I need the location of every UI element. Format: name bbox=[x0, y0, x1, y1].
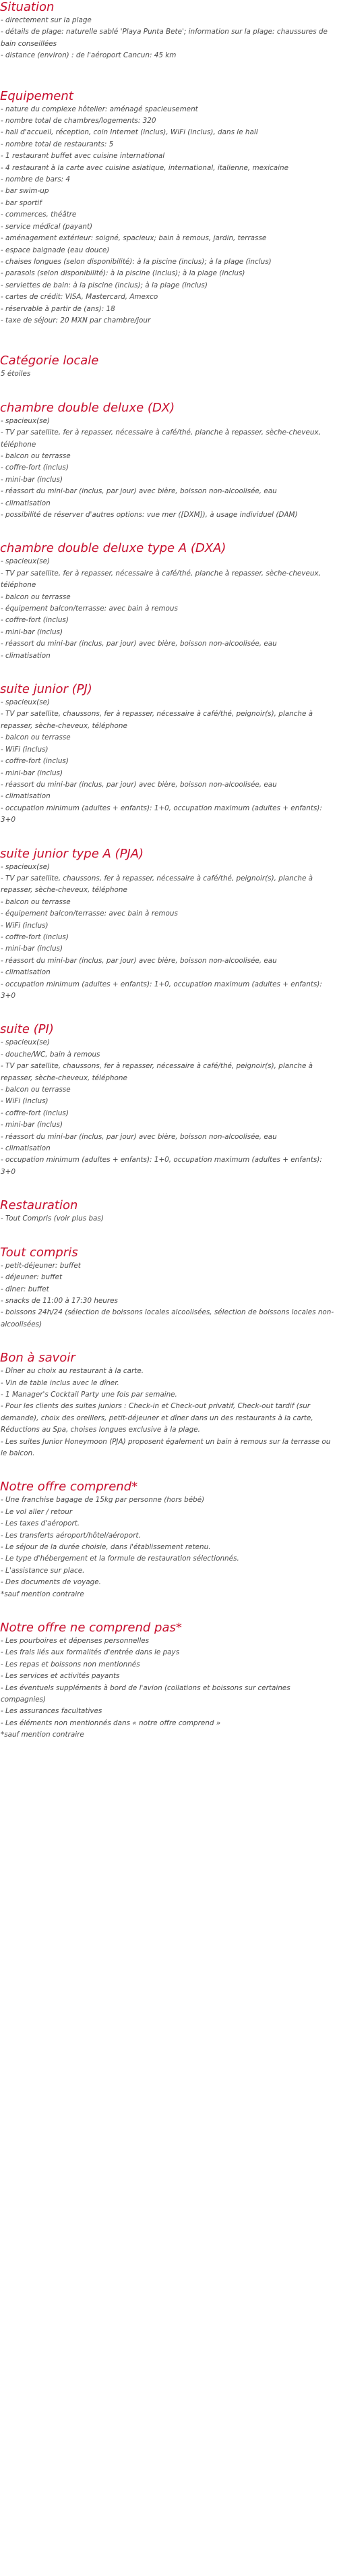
section-lines bbox=[0, 1213, 337, 1225]
section-lines bbox=[0, 862, 337, 1003]
section-lines bbox=[0, 556, 337, 662]
text-line: - balcon ou terrasse bbox=[1, 451, 71, 460]
text-line: - dîner: buffet bbox=[1, 1285, 49, 1293]
text-line: - parasols (selon disponibilité): à la piscine (inclus); à la plage (inclus) bbox=[1, 269, 245, 278]
text-line: - snacks de 11:00 à 17:30 heures bbox=[1, 1296, 118, 1305]
text-line: - commerces, théâtre bbox=[1, 211, 77, 219]
text-line: - 1 restaurant buffet avec cuisine international bbox=[1, 152, 165, 161]
section-room-pj bbox=[0, 682, 337, 826]
section-room-pja bbox=[0, 847, 337, 1003]
section-bon-a-savoir bbox=[0, 1351, 337, 1459]
section-tout-compris bbox=[0, 1245, 337, 1331]
text-line: - TV par satellite, fer à repasser, nécessaire à café/thé, planche à repasser, sèche-cheveux, téléphone bbox=[1, 428, 321, 449]
text-line: - WiFi (inclus) bbox=[1, 921, 49, 930]
section-lines bbox=[0, 1037, 337, 1178]
section-lines bbox=[0, 1260, 337, 1331]
text-line: - balcon ou terrasse bbox=[1, 897, 71, 906]
text-line: - service médical (payant) bbox=[1, 222, 93, 231]
text-line: - spacieux(se) bbox=[1, 698, 51, 707]
text-line: - occupation minimum (adultes + enfants): 1+0, occupation maximum (adultes + enfants): 3+0 bbox=[1, 980, 322, 1000]
text-line: - hall d'accueil, réception, coin Internet (inclus), WiFi (inclus), dans le hall bbox=[1, 128, 258, 137]
text-line: - taxe de séjour: 20 MXN par chambre/jour bbox=[1, 316, 151, 325]
text-line: - mini-bar (inclus) bbox=[1, 475, 63, 484]
text-line: - cartes de crédit: VISA, Mastercard, Amexco bbox=[1, 293, 158, 302]
text-line: - climatisation bbox=[1, 651, 51, 660]
text-line: - déjeuner: buffet bbox=[1, 1273, 63, 1282]
text-line: - réassort du mini-bar (inclus, par jour) avec bière, boisson non-alcoolisée, eau bbox=[1, 956, 277, 965]
section-lines bbox=[0, 1635, 337, 1741]
text-line: - balcon ou terrasse bbox=[1, 592, 71, 601]
section-lines bbox=[0, 104, 337, 327]
text-line: - Les éléments non mentionnés dans « notre offre comprend » bbox=[1, 1718, 221, 1727]
section-lines bbox=[0, 15, 337, 62]
text-line: - occupation minimum (adultes + enfants): 1+0, occupation maximum (adultes + enfants): 3+0 bbox=[1, 804, 322, 824]
text-line: - 4 restaurant à la carte avec cuisine asiatique, international, italienne, mexicaine bbox=[1, 163, 288, 172]
text-line: - TV par satellite, chaussons, fer à repasser, nécessaire à café/thé, peignoir(s), planche à repasser, sèche-cheveux, téléphone bbox=[1, 1062, 313, 1082]
text-line: - nature du complexe hôtelier: aménagé spacieusement bbox=[1, 105, 198, 113]
section-equipement bbox=[0, 89, 337, 327]
text-line: - réassort du mini-bar (inclus, par jour) avec bière, boisson non-alcoolisée, eau bbox=[1, 1132, 277, 1141]
section-title: Restauration bbox=[0, 1198, 78, 1213]
section-title: Equipement bbox=[0, 88, 73, 103]
text-line: - bar sportif bbox=[1, 198, 42, 207]
text-line: 5 étoiles bbox=[1, 370, 31, 379]
section-lines bbox=[0, 1366, 337, 1459]
text-line: - Les éventuels suppléments à bord de l'avion (collations et boissons sur certaines compagnies) bbox=[1, 1683, 290, 1704]
text-line: - TV par satellite, fer à repasser, nécessaire à café/thé, planche à repasser, sèche-cheveux, téléphone bbox=[1, 569, 321, 590]
text-line: - WiFi (inclus) bbox=[1, 1097, 49, 1106]
text-line: - Des documents de voyage. bbox=[1, 1578, 101, 1587]
text-line: - réservable à partir de (ans): 18 bbox=[1, 304, 115, 313]
section-restauration bbox=[0, 1198, 337, 1225]
text-line: - nombre de bars: 4 bbox=[1, 175, 71, 184]
text-line: - Les taxes d'aéroport. bbox=[1, 1519, 80, 1528]
text-line: - balcon ou terrasse bbox=[1, 1086, 71, 1094]
text-line: - mini-bar (inclus) bbox=[1, 627, 63, 636]
text-line: - Une franchise bagage de 15kg par personne (hors bébé) bbox=[1, 1496, 205, 1505]
section-room-dxa bbox=[0, 541, 337, 662]
text-line: - réassort du mini-bar (inclus, par jour) avec bière, boisson non-alcoolisée, eau bbox=[1, 640, 277, 648]
text-line: - mini-bar (inclus) bbox=[1, 768, 63, 777]
section-title: chambre double deluxe (DX) bbox=[0, 400, 175, 415]
text-line: - coffre-fort (inclus) bbox=[1, 616, 69, 625]
text-line: - douche/WC, bain à remous bbox=[1, 1050, 100, 1059]
text-line: - climatisation bbox=[1, 792, 51, 801]
text-line: - détails de plage: naturelle sablé 'Playa Punta Bete'; information sur la plage: chaussures de bain conseillées bbox=[1, 28, 328, 48]
text-line: - équipement balcon/terrasse: avec bain à remous bbox=[1, 909, 178, 918]
text-line: - nombre total de chambres/logements: 320 bbox=[1, 117, 156, 125]
text-line: - équipement balcon/terrasse: avec bain à remous bbox=[1, 605, 178, 613]
text-line: - réassort du mini-bar (inclus, par jour) avec bière, boisson non-alcoolisée, eau bbox=[1, 487, 277, 496]
text-line: - Les transferts aéroport/hôtel/aéroport. bbox=[1, 1531, 141, 1540]
text-line: - serviettes de bain: à la piscine (inclus); à la plage (inclus) bbox=[1, 281, 208, 289]
section-title: Tout compris bbox=[0, 1245, 78, 1260]
text-line: - Tout Compris (voir plus bas) bbox=[1, 1214, 104, 1223]
text-line: - Le vol aller / retour bbox=[1, 1507, 73, 1516]
text-line: - Vin de table inclus avec le dîner. bbox=[1, 1378, 119, 1387]
text-line: - Le séjour de la durée choisie, dans l'établissement retenu. bbox=[1, 1543, 211, 1551]
section-title: suite (PI) bbox=[0, 1022, 54, 1037]
text-line: - occupation minimum (adultes + enfants): 1+0, occupation maximum (adultes + enfants): 3+0 bbox=[1, 1156, 322, 1176]
text-line: - aménagement extérieur: soigné, spacieux; bain à remous, jardin, terrasse bbox=[1, 234, 267, 243]
section-lines bbox=[0, 368, 337, 380]
text-line: - coffre-fort (inclus) bbox=[1, 1109, 69, 1117]
text-line: - Le type d'hébergement et la formule de restauration sélectionnés. bbox=[1, 1555, 239, 1563]
text-line: - spacieux(se) bbox=[1, 557, 51, 566]
text-line: - spacieux(se) bbox=[1, 862, 51, 871]
text-line: - Les suites Junior Honeymoon (PJA) proposent également un bain à remous sur la terrasse ou le balcon. bbox=[1, 1437, 331, 1457]
text-line: - L'assistance sur place. bbox=[1, 1566, 85, 1575]
text-line: - Pour les clients des suites juniors : Check-in et Check-out privatif, Check-out tardif (sur demande), choix des oreillers, petit-déjeuner et dîner dans un des restaurants à la carte, Réductions au Spa, choises longues exclusive à la plage. bbox=[1, 1402, 313, 1434]
text-line: - bar swim-up bbox=[1, 187, 49, 196]
text-line: - climatisation bbox=[1, 1144, 51, 1153]
text-line: - TV par satellite, chaussons, fer à repasser, nécessaire à café/thé, peignoir(s), planche à repasser, sèche-cheveux, téléphone bbox=[1, 874, 313, 895]
text-line: - directement sur la plage bbox=[1, 16, 92, 24]
text-line: - Les pourboires et dépenses personnelles bbox=[1, 1637, 150, 1646]
text-line: *sauf mention contraire bbox=[1, 1731, 84, 1739]
text-line: - coffre-fort (inclus) bbox=[1, 464, 69, 472]
text-line: - réassort du mini-bar (inclus, par jour) avec bière, boisson non-alcoolisée, eau bbox=[1, 780, 277, 789]
text-line: - chaises longues (selon disponibilité): à la piscine (inclus); à la plage (inclus) bbox=[1, 257, 272, 266]
section-title: Catégorie locale bbox=[0, 354, 99, 368]
section-lines bbox=[0, 697, 337, 826]
text-line: - Les assurances facultatives bbox=[1, 1707, 102, 1716]
text-line: - possibilité de réserver d'autres options: vue mer ([DXM]), à usage individuel (DAM) bbox=[1, 511, 298, 519]
section-offre-ne-comprend bbox=[0, 1621, 337, 1741]
text-line: - petit-déjeuner: buffet bbox=[1, 1261, 81, 1270]
text-line: - spacieux(se) bbox=[1, 416, 51, 425]
section-categorie bbox=[0, 354, 337, 380]
section-lines bbox=[0, 1494, 337, 1600]
text-line: - espace baignade (eau douce) bbox=[1, 246, 110, 254]
text-line: - nombre total de restaurants: 5 bbox=[1, 140, 114, 148]
text-line: - coffre-fort (inclus) bbox=[1, 932, 69, 941]
section-offre-comprend bbox=[0, 1480, 337, 1600]
text-line: - TV par satellite, chaussons, fer à repasser, nécessaire à café/thé, peignoir(s), planche à repasser, sèche-cheveux, téléphone bbox=[1, 710, 313, 730]
text-line: - Les repas et boissons non mentionnés bbox=[1, 1660, 140, 1669]
text-line: - Les services et activités payants bbox=[1, 1672, 120, 1681]
text-line: - distance (environ) : de l'aéroport Cancun: 45 km bbox=[1, 51, 177, 60]
section-title: suite junior type A (PJA) bbox=[0, 846, 144, 861]
section-title: Notre offre ne comprend pas* bbox=[0, 1621, 182, 1635]
section-title: Notre offre comprend* bbox=[0, 1480, 138, 1494]
text-line: - climatisation bbox=[1, 968, 51, 977]
text-line: - climatisation bbox=[1, 499, 51, 507]
text-line: - coffre-fort (inclus) bbox=[1, 757, 69, 766]
section-title: Bon à savoir bbox=[0, 1351, 75, 1366]
text-line: - mini-bar (inclus) bbox=[1, 1121, 63, 1129]
section-room-pi bbox=[0, 1022, 337, 1178]
section-title: chambre double deluxe type A (DXA) bbox=[0, 541, 226, 556]
text-line: - spacieux(se) bbox=[1, 1038, 51, 1047]
text-line: *sauf mention contraire bbox=[1, 1590, 84, 1598]
section-situation bbox=[0, 0, 337, 62]
text-line: - WiFi (inclus) bbox=[1, 745, 49, 754]
section-title: suite junior (PJ) bbox=[0, 682, 92, 697]
text-line: - boissons 24h/24 (sélection de boissons locales alcoolisées, sélection de boissons locales non-alcoolisées) bbox=[1, 1308, 334, 1328]
text-line: - mini-bar (inclus) bbox=[1, 945, 63, 953]
text-line: - 1 Manager's Cocktail Party une fois par semaine. bbox=[1, 1390, 177, 1399]
text-line: - Dîner au choix au restaurant à la carte. bbox=[1, 1367, 144, 1376]
text-line: - Les frais liés aux formalités d'entrée dans le pays bbox=[1, 1648, 180, 1657]
section-room-dx bbox=[0, 401, 337, 522]
section-title: Situation bbox=[0, 0, 55, 14]
text-line: - balcon ou terrasse bbox=[1, 733, 71, 742]
section-lines bbox=[0, 416, 337, 522]
